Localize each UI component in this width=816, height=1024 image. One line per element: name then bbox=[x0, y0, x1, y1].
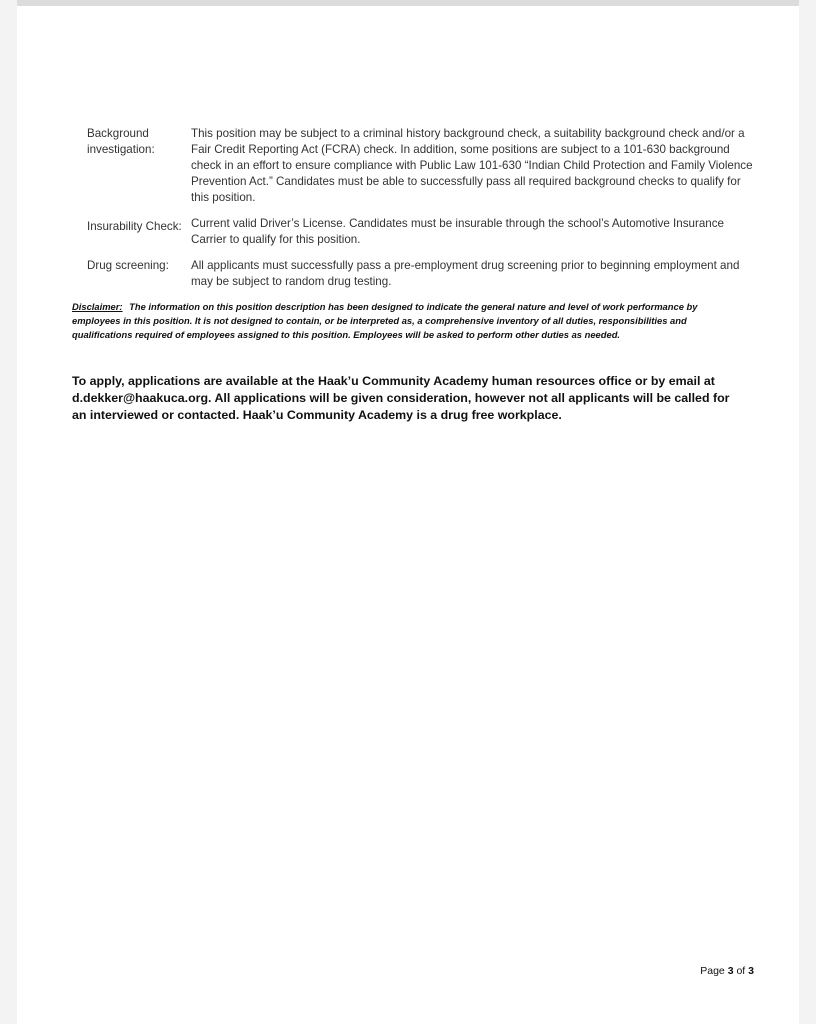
section-label: Background investigation: bbox=[87, 127, 155, 156]
section-text: All applicants must successfully pass a pre-employment drug screening prior to beginning employment and may be subject to random drug testing. bbox=[191, 259, 740, 288]
disclaimer bbox=[72, 300, 744, 342]
of-word: of bbox=[736, 965, 746, 977]
section-text: Current valid Driver’s License. Candidates must be insurable through the school’s Automotive Insurance Carrier to qualify for this position. bbox=[191, 217, 724, 246]
application-instructions: To apply, applications are available at the Haak’u Community Academy human resources office or by email at d.dekker@haakuca.org. All applications will be given consideration, however not all applicants will be called for an interviewed or contacted. Haak’u Community Academy is a drug free workplace. bbox=[72, 374, 730, 422]
total-pages-number: 3 bbox=[748, 965, 754, 977]
page-word: Page bbox=[700, 965, 725, 977]
section-label: Insurability Check: bbox=[87, 220, 182, 233]
page-footer bbox=[660, 965, 754, 977]
section-label: Drug screening: bbox=[87, 259, 169, 272]
disclaimer-label: Disclaimer: bbox=[72, 301, 123, 312]
section-text: This position may be subject to a criminal history background check, a suitability background check and/or a Fair Credit Reporting Act (FCRA) check. In addition, some positions are subject to a 101-630 background check in an effort to ensure compliance with Public Law 101-630 “Indian Child Protection and Family Violence Prevention Act.” Candidates must be able to successfully pass all required background checks to qualify for this position. bbox=[191, 127, 753, 204]
current-page-number: 3 bbox=[727, 965, 734, 977]
disclaimer-text: The information on this position description has been designed to indicate the general nature and level of work performance by employees in this position. It is not designed to contain, or be interpreted as, a comprehensive inventory of all duties, responsibilities and qualifications required of employees assigned to this position. Employees will be asked to perform other duties as needed. bbox=[72, 301, 698, 340]
page-top-edge bbox=[17, 0, 799, 6]
